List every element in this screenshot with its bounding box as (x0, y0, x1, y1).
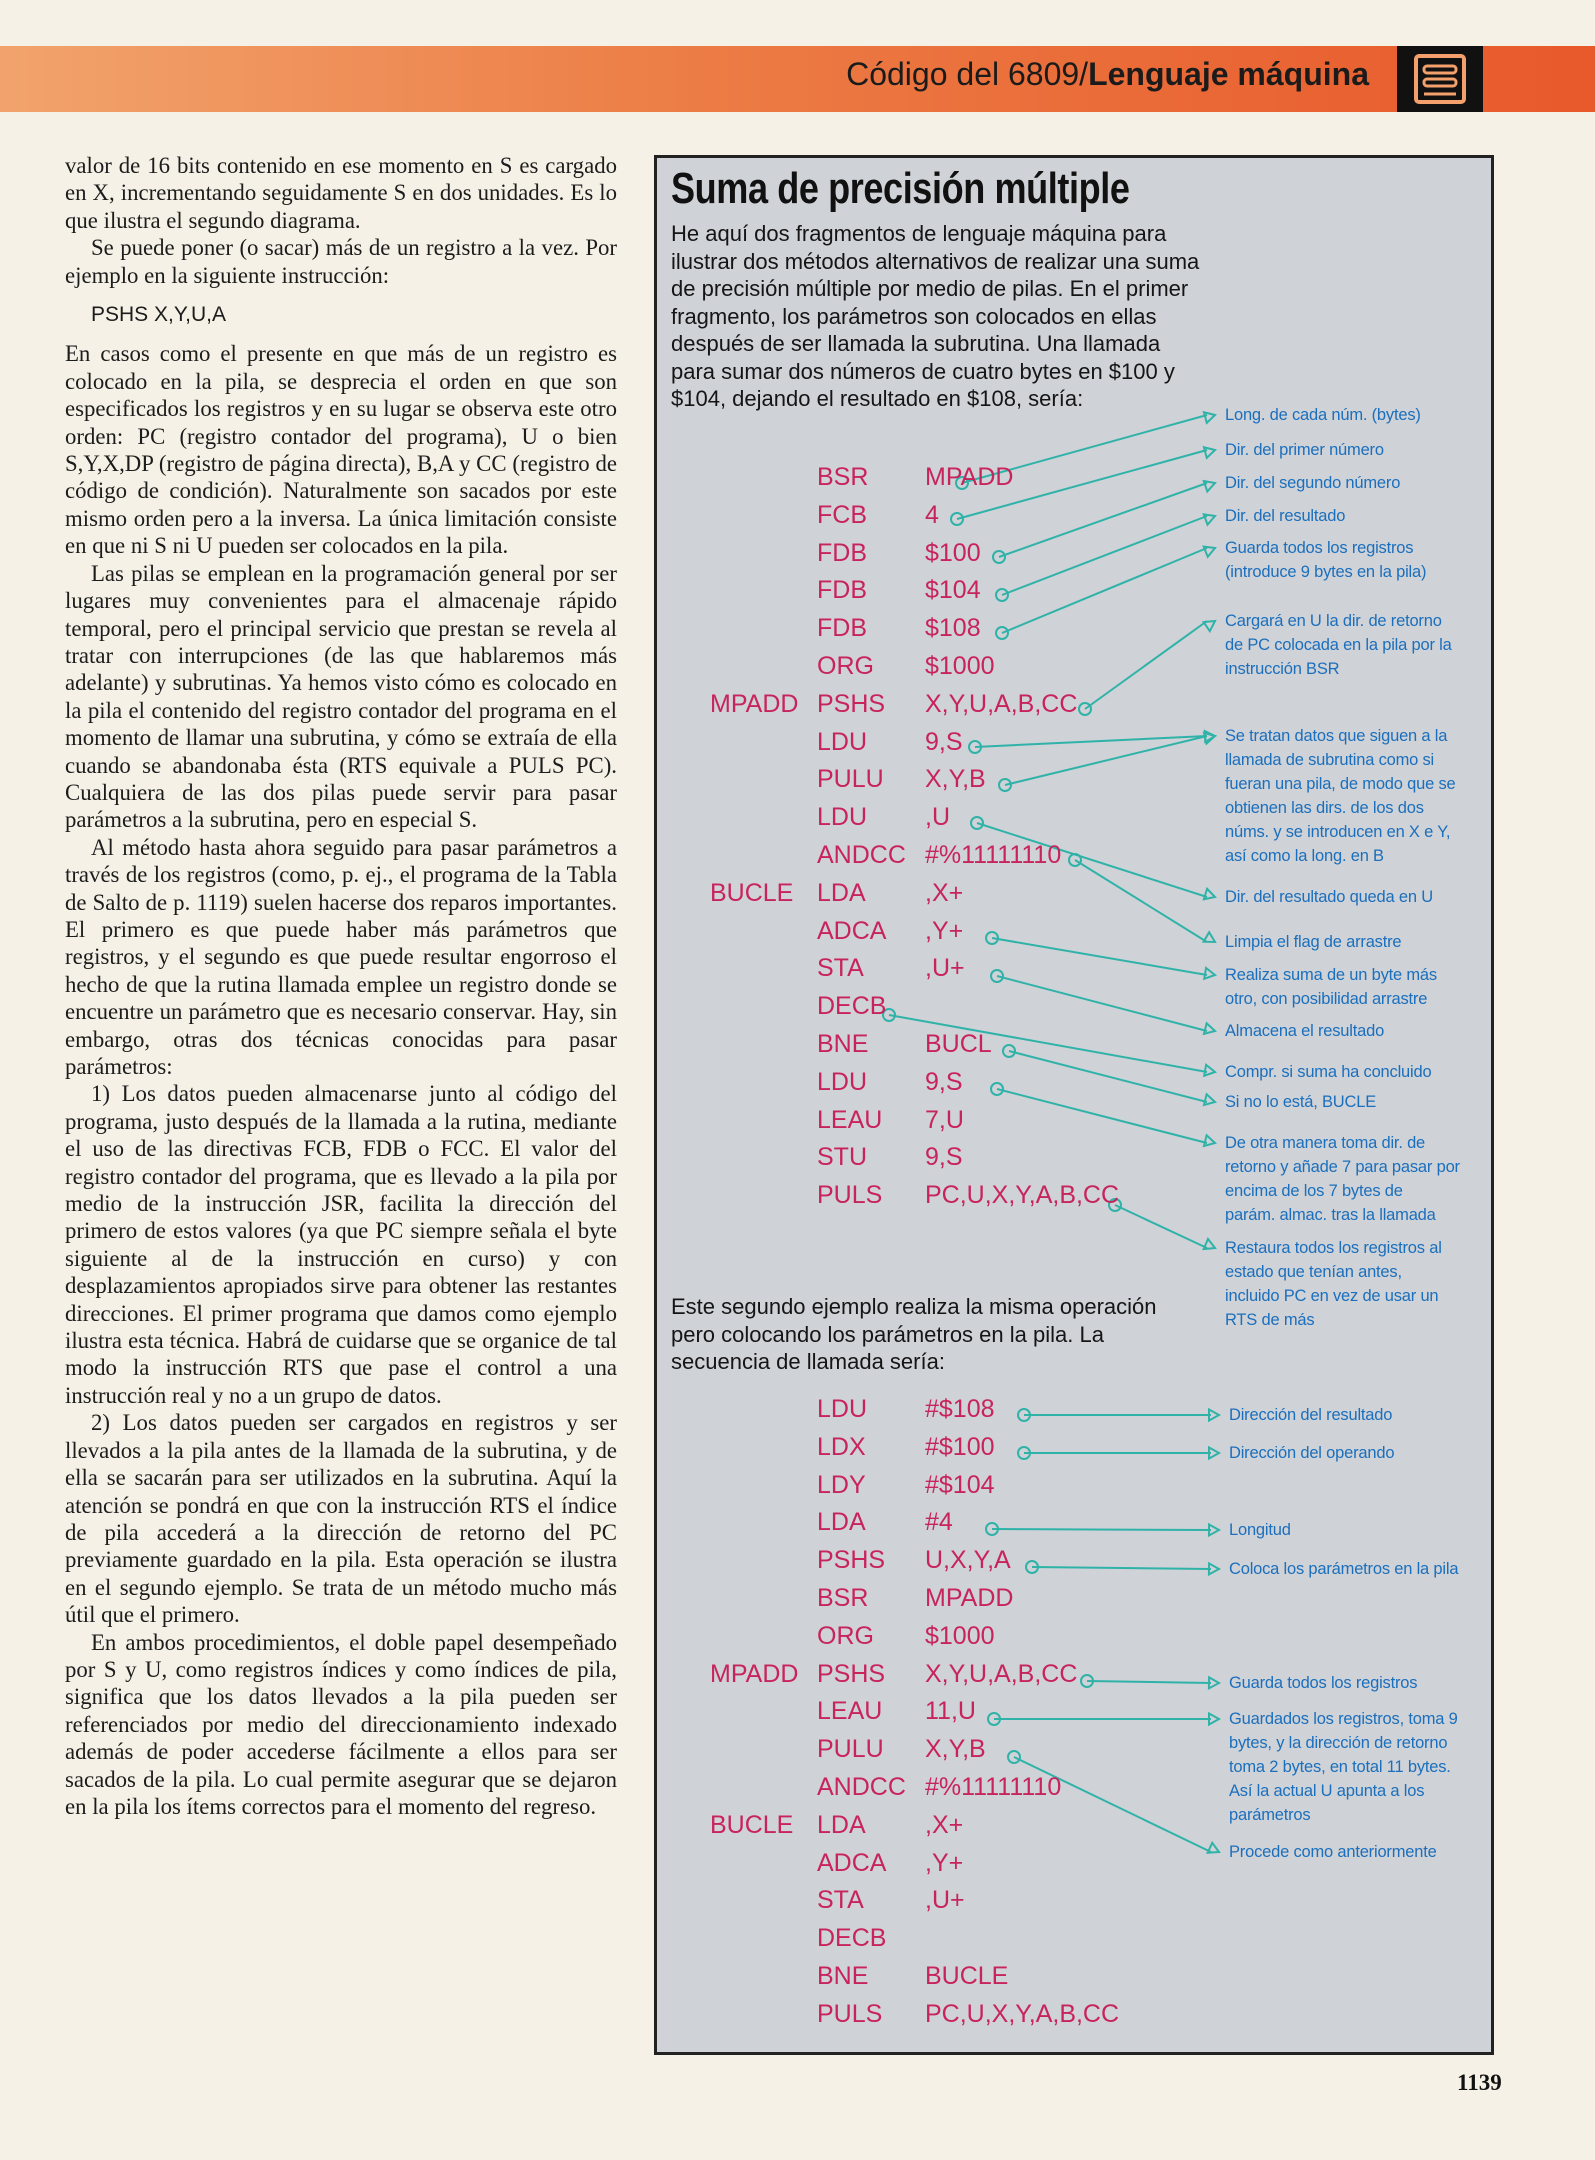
code-operand: #$100 (925, 1432, 995, 1461)
code-operand: $108 (925, 614, 981, 643)
paragraph: Las pilas se emplean en la programación general por ser lugares muy convenientes para el almacenaje rápido temporal, pero el principal servicio que prestan se revela al tratar con interrupciones (de las que hablaremos más adelante) y subrutinas. Ya hemos visto cómo es colocado en la pila el contenido del registro contador del programa en el momento de llamar una subrutina, y cómo se extraía de ella cuando se abandonaba ésta (RTS equivale a PULS PC). Cualquiera de las dos pilas puede servir para pasar parámetros a la subrutina, pero en especial S. (65, 560, 617, 833)
annotation-text: Procede como anteriormente (1229, 1843, 1437, 1861)
code-operand: ,U+ (925, 954, 965, 983)
annotation-text: Dirección del operando (1229, 1444, 1395, 1462)
code-opcode: LDX (817, 1432, 866, 1461)
code-opcode: STA (817, 954, 864, 983)
code-operand: U,X,Y,A (925, 1546, 1011, 1575)
annotation-text: bytes, y la dirección de retorno (1229, 1734, 1448, 1752)
code-operand: X,Y,U,A,B,CC (925, 689, 1078, 718)
arrow-line (1085, 621, 1207, 709)
code-label: MPADD (710, 689, 799, 718)
code-operand: #%11111110 (925, 841, 1062, 869)
code-opcode: FDB (817, 538, 867, 567)
code-operand: $100 (925, 538, 981, 567)
code-opcode: LDU (817, 1067, 868, 1096)
code-operand: 9,S (925, 727, 963, 756)
arrow-head (1208, 1843, 1219, 1853)
arrow-line (1115, 1205, 1207, 1248)
code-opcode: FDB (817, 614, 867, 643)
arrow-head (1204, 1094, 1215, 1105)
annotation-text: Limpia el flag de arrastre (1225, 933, 1402, 951)
code-label: MPADD (710, 1659, 799, 1688)
arrow-head (1204, 447, 1215, 458)
annotation-text: Dirección del resultado (1229, 1406, 1393, 1424)
code-operand: X,Y,B (925, 765, 986, 794)
code-opcode: BNE (817, 1962, 869, 1990)
code-opcode: ANDCC (817, 1773, 906, 1801)
running-head (846, 56, 1369, 93)
code-opcode: ADCA (817, 916, 887, 945)
arrow-head (1204, 412, 1215, 423)
code-opcode: LDY (817, 1470, 866, 1499)
paragraph: 2) Los datos pueden ser cargados en registros y ser llevados a la pila antes de la llamada de la subrutina, y de ella se sacarán para ser utilizados en la subrutina. Aquí la atención se pondrá en que con la instrucción RTS el índice de pila accederá a la dirección de retorno del PC previamente guardado en la pila. Esta operación se ilustra en el segundo ejemplo. Se trata de un método mucho más útil que el primero. (65, 1410, 617, 1628)
code-operand: ,Y+ (925, 1848, 964, 1877)
code-operand: X,Y,B (925, 1735, 986, 1764)
annotation-text: fueran una pila, de modo que se (1225, 775, 1456, 793)
annotation-text: Restaura todos los registros al (1225, 1239, 1442, 1257)
code-operand: 9,S (925, 1067, 963, 1096)
code-label: BUCLE (710, 1810, 794, 1839)
annotation-text: Compr. si suma ha concluido (1225, 1063, 1432, 1081)
arrow-line (999, 483, 1207, 557)
code-operand: #4 (925, 1508, 953, 1537)
annotation-text: (introduce 9 bytes en la pila) (1225, 563, 1427, 581)
arrow-line (1075, 860, 1207, 942)
annotation-text: instrucción BSR (1225, 660, 1340, 678)
code-operand: PC,U,X,Y,A,B,CC (925, 1181, 1120, 1210)
annotation-text: Almacena el resultado (1225, 1022, 1385, 1040)
arrow-head (1204, 932, 1215, 942)
code-label: BUCLE (710, 878, 794, 907)
annotation-text: obtienen las dirs. de los dos (1225, 799, 1424, 817)
annotation-text: Coloca los parámetros en la pila (1229, 1560, 1459, 1578)
panel-intro-second: Este segundo ejemplo realiza la misma operación pero colocando los parámetros en la pila. La secuencia de llamada sería: (671, 1294, 1157, 1374)
annotation-text: llamada de subrutina como si (1225, 751, 1435, 769)
code-operand: $104 (925, 576, 981, 605)
annotation-text: Dir. del resultado queda en U (1225, 888, 1433, 906)
annotation-text: otro, con posibilidad arrastre (1225, 990, 1428, 1008)
annotation-text: estado que tenían antes, (1225, 1263, 1402, 1281)
code-operand: PC,U,X,Y,A,B,CC (925, 1999, 1120, 2028)
code-operand: X,Y,U,A,B,CC (925, 1659, 1078, 1688)
annotation-text: RTS de más (1225, 1311, 1315, 1329)
annotation-text: De otra manera toma dir. de (1225, 1134, 1426, 1152)
arrow-head (1204, 968, 1215, 979)
code-operand: 9,S (925, 1143, 963, 1172)
code-opcode: LDA (817, 878, 866, 907)
annotation-text: retorno y añade 7 para pasar por (1225, 1158, 1460, 1176)
arrow-line (1087, 1681, 1211, 1683)
code-opcode: ORG (817, 1621, 874, 1650)
annotation-text: Guarda todos los registros (1225, 539, 1414, 557)
code-opcode: ORG (817, 652, 874, 680)
paragraph: valor de 16 bits contenido en ese momento en S es cargado en X, incrementando seguidamente S en dos unidades. Es lo que ilustra el segundo diagrama. (65, 153, 617, 233)
code-opcode: DECB (817, 1924, 887, 1953)
code-opcode: STU (817, 1143, 867, 1172)
code-operand: BUCLE (925, 1962, 1009, 1990)
annotation-text: Guarda todos los registros (1229, 1674, 1418, 1692)
paragraph: Al método hasta ahora seguido para pasar parámetros a través de los registros (como, p. ej., el programa de la Tabla de Salto de p. 1119) suelen hacerse dos reparos importantes. El primero es que puede haber más parámetros que registros, y el segundo es que puede resultar engorroso el hecho de que la rutina llamada emplee un registro donde se encuentre un parámetro que es necesario conservar. Hay, sin embargo, otras dos técnicas conocidas para pasar parámetros: (65, 834, 617, 1079)
code-opcode: LDU (817, 727, 868, 756)
code-opcode: LEAU (817, 1697, 883, 1726)
code-operand: #%11111110 (925, 1773, 1062, 1801)
code-opcode: ADCA (817, 1848, 887, 1877)
code-opcode: PULS (817, 1181, 883, 1210)
arrow-line (992, 1529, 1211, 1530)
sidebar-panel (654, 155, 1494, 2055)
code-opcode: LDA (817, 1810, 866, 1839)
arrow-line (997, 1089, 1207, 1143)
annotation-text: parám. almac. tras la llamada (1225, 1206, 1436, 1224)
code-opcode: FDB (817, 576, 867, 605)
code-opcode: PSHS (817, 1659, 886, 1688)
code-operand: MPADD (925, 1584, 1014, 1612)
paragraph: En casos como el presente en que más de un registro es colocado en la pila, se desprecia el orden en que son especificados los registros y en su lugar se observa este otro orden: PC (registro contador del programa), U o bien S,Y,X,DP (registro de página directa), B,A y CC (registro de código de condición). Naturalmente son sacados por este mismo orden pero a la inversa. La única limitación consiste en que ni S ni U pueden ser colocados en la pila. (65, 341, 617, 559)
annotation-text: Dir. del resultado (1225, 507, 1346, 525)
code-opcode: LEAU (817, 1105, 883, 1134)
annotation-text: Se tratan datos que siguen a la (1225, 727, 1448, 745)
annotation-text: toma 2 bytes, en total 11 bytes. (1229, 1758, 1451, 1776)
arrow-head (1204, 1135, 1215, 1146)
panel-title: Suma de precisión múltiple (671, 164, 1130, 213)
code-opcode: PULU (817, 765, 884, 794)
arrow-line (992, 938, 1207, 975)
paragraph: Se puede poner (o sacar) más de un registro a la vez. Por ejemplo en la siguiente instrucción: (65, 235, 617, 288)
annotation-text: de PC colocada en la pila por la (1225, 636, 1452, 654)
arrow-line (1009, 1051, 1207, 1102)
arrow-line (1002, 548, 1207, 633)
code-opcode: DECB (817, 992, 887, 1021)
annotation-text: Dir. del primer número (1225, 441, 1384, 459)
annotation-text: Longitud (1229, 1521, 1291, 1539)
arrow-head (1204, 621, 1215, 631)
header-banner (0, 46, 1595, 112)
code-operand: 7,U (925, 1105, 964, 1134)
panel-intro: He aquí dos fragmentos de lenguaje máquina para ilustrar dos métodos alternativos de realizar una suma de precisión múltiple por medio de pilas. En el primer fragmento, los parámetros son colocados en ellas después de ser llamada la subrutina. Una llamada para sumar dos números de cuatro bytes en $100 y $104, dejando el resultado en $108, sería: (671, 221, 1200, 411)
annotation-text: Así la actual U apunta a los (1229, 1782, 1425, 1800)
annotation-text: Guardados los registros, toma 9 (1229, 1710, 1458, 1728)
code-opcode: PULU (817, 1735, 884, 1764)
arrow-head (1204, 1065, 1215, 1076)
running-head-bold: Lenguaje máquina (1088, 56, 1369, 92)
code-opcode: PSHS (817, 689, 886, 718)
arrow-head (1204, 889, 1215, 900)
arrow-line (997, 976, 1207, 1031)
code-operand: MPADD (925, 463, 1014, 491)
code-opcode: BSR (817, 1584, 869, 1612)
body-text-column (65, 152, 617, 1820)
arrow-line (1032, 1567, 1211, 1569)
annotation-text: Dir. del segundo número (1225, 474, 1401, 492)
code-operand: $1000 (925, 652, 995, 680)
computer-icon (1397, 46, 1483, 112)
code-opcode: BSR (817, 463, 869, 491)
code-operand: ,Y+ (925, 916, 964, 945)
arrow-head (1204, 1023, 1215, 1034)
annotation-text: Si no lo está, BUCLE (1225, 1093, 1376, 1111)
arrow-head (1204, 1239, 1215, 1249)
running-head-prefix: Código del 6809/ (846, 56, 1089, 92)
annotation-text: núms. y se introducen en X e Y, (1225, 823, 1451, 841)
code-operand: BUCL (925, 1030, 992, 1058)
annotation-text: incluido PC en vez de usar un (1225, 1287, 1439, 1305)
code-operand: ,X+ (925, 878, 964, 907)
arrow-line (1002, 516, 1207, 595)
annotation-text: Long. de cada núm. (bytes) (1225, 406, 1421, 424)
code-operand: #$104 (925, 1470, 995, 1499)
code-operand: 11,U (925, 1697, 976, 1726)
code-opcode: BNE (817, 1030, 869, 1058)
page-number: 1139 (1457, 2070, 1502, 2095)
code-opcode: LDU (817, 1395, 868, 1423)
code-opcode: ANDCC (817, 841, 906, 869)
code-operand: ,U (925, 803, 950, 832)
annotation-text: Cargará en U la dir. de retorno (1225, 612, 1442, 630)
annotation-text: así como la long. en B (1225, 847, 1384, 865)
code-opcode: LDA (817, 1508, 866, 1537)
code-opcode: PULS (817, 1999, 883, 2028)
code-operand: ,U+ (925, 1886, 965, 1915)
paragraph: 1) Los datos pueden almacenarse junto al código del programa, justo después de la llamada a la rutina, mediante el uso de las directivas FCB, FDB o FCC. El valor del registro contador del programa, que es llevado a la pila por medio de la instrucción JSR, facilita la dirección del primero de estos valores (ya que PC siempre señala el byte siguiente al de la instrucción en curso) y con desplazamientos apropiados sirve para obtener las restantes direcciones. El primer programa que damos como ejemplo ilustra esta técnica. Habrá de cuidarse que se organice de tal modo la instrucción RTS que pase el control a una instrucción real y no a un grupo de datos. (65, 1081, 617, 1408)
code-operand: ,X+ (925, 1810, 964, 1839)
code-opcode: STA (817, 1886, 864, 1915)
annotation-text: parámetros (1229, 1806, 1311, 1824)
code-opcode: FCB (817, 500, 867, 529)
code-opcode: PSHS (817, 1546, 886, 1575)
paragraph: En ambos procedimientos, el doble papel desempeñado por S y U, como registros índices y como índices de pila, significa que los datos llevados a la pila pueden ser referenciados por medio del direccionamiento indexado además de poder accederse fácilmente a ellos para ser sacados de la pila. Lo cual permite asegurar que se dejaron en la pila los ítems correctos para el momento del regreso. (65, 1629, 617, 1819)
arrow-line (1014, 1757, 1211, 1852)
annotation-text: Realiza suma de un byte más (1225, 966, 1437, 984)
code-example: PSHS X,Y,U,A (91, 303, 227, 327)
code-operand: #$108 (925, 1395, 995, 1423)
code-opcode: LDU (817, 803, 868, 832)
code-operand: 4 (925, 500, 939, 529)
code-operand: $1000 (925, 1621, 995, 1650)
annotation-text: encima de los 7 bytes de (1225, 1182, 1403, 1200)
